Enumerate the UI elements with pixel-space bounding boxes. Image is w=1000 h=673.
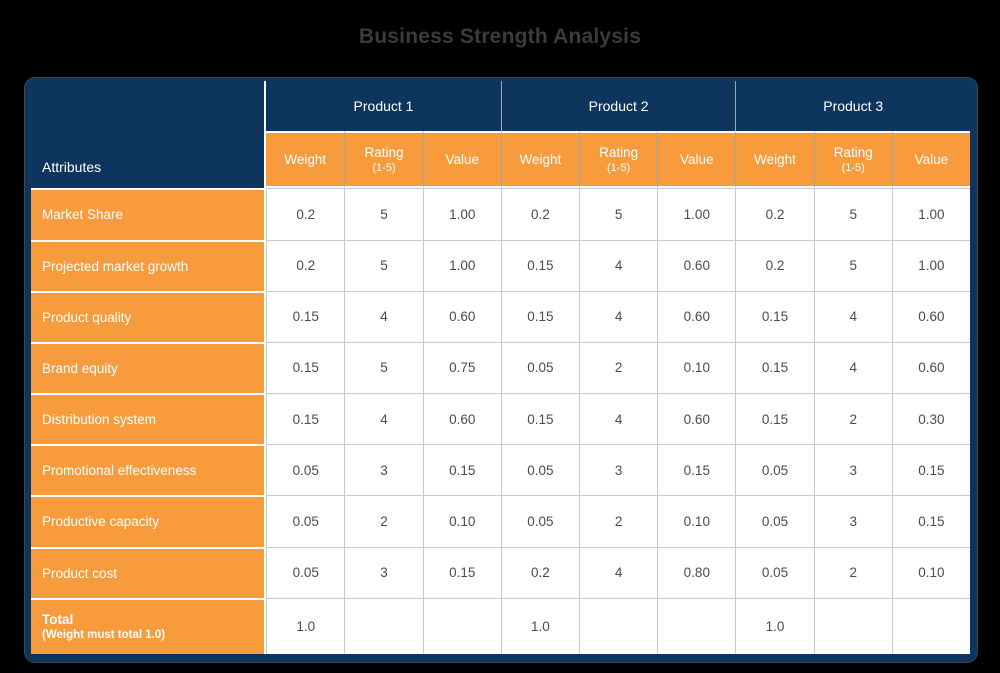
data-cell: 1.00 (892, 240, 970, 291)
data-cell: 0.2 (266, 188, 344, 239)
attribute-label: Product cost (31, 547, 266, 598)
data-cell: 0.60 (657, 291, 735, 342)
data-cell: 0.15 (423, 444, 501, 495)
data-cell: 4 (814, 291, 892, 342)
data-cell: 2 (344, 495, 422, 546)
product-2-header: Product 2 (501, 81, 736, 131)
data-cell: 0.15 (735, 291, 813, 342)
data-cell: 0.15 (892, 495, 970, 546)
data-cell: 0.15 (266, 393, 344, 444)
total-label-cell (31, 598, 266, 654)
data-cell: 0.2 (735, 188, 813, 239)
product-header-row (31, 81, 970, 131)
total-weight-cell: 1.0 (735, 598, 813, 654)
attribute-label: Brand equity (31, 342, 266, 393)
data-cell: 4 (579, 547, 657, 598)
data-cell: 4 (579, 393, 657, 444)
total-weight-cell: 1.0 (266, 598, 344, 654)
data-cell: 1.00 (423, 188, 501, 239)
rating-scale-label: (1-5) (372, 162, 396, 175)
attributes-header: Attributes (31, 81, 266, 188)
data-cell: 0.60 (892, 342, 970, 393)
table-row-distribution-system (31, 393, 970, 444)
data-cell: 0.10 (423, 495, 501, 546)
data-cell: 2 (814, 393, 892, 444)
empty-cell (579, 598, 657, 654)
weight-label: Weight (519, 152, 562, 168)
data-cell: 3 (344, 547, 422, 598)
p2-rating-header (579, 131, 657, 188)
data-cell: 4 (344, 291, 422, 342)
data-cell: 0.60 (892, 291, 970, 342)
business-strength-table (25, 78, 977, 662)
p1-value-header (423, 131, 501, 188)
value-label: Value (445, 152, 479, 168)
data-cell: 0.60 (423, 291, 501, 342)
attribute-label: Promotional effectiveness (31, 444, 266, 495)
empty-cell (423, 598, 501, 654)
rating-scale-label: (1-5) (841, 162, 865, 175)
data-cell: 0.05 (735, 547, 813, 598)
data-cell: 5 (579, 188, 657, 239)
value-label: Value (914, 152, 949, 168)
p3-rating-header (814, 131, 892, 188)
table-row-promotional-effectiveness (31, 444, 970, 495)
data-cell: 0.60 (657, 393, 735, 444)
data-cell: 0.05 (266, 444, 344, 495)
total-note: (Weight must total 1.0) (42, 629, 166, 642)
data-cell: 0.2 (501, 547, 579, 598)
product-3-header: Product 3 (735, 81, 970, 131)
data-cell: 0.15 (501, 393, 579, 444)
data-cell: 0.80 (657, 547, 735, 598)
page-title: Business Strength Analysis (358, 25, 642, 48)
data-cell: 0.15 (423, 547, 501, 598)
data-cell: 0.05 (501, 495, 579, 546)
p2-weight-header (501, 131, 579, 188)
table-row-productive-capacity (31, 495, 970, 546)
data-cell: 0.15 (266, 342, 344, 393)
data-cell: 0.15 (735, 342, 813, 393)
rating-label: Rating (364, 145, 404, 161)
attribute-label: Market Share (31, 188, 266, 239)
data-cell: 2 (814, 547, 892, 598)
weight-label: Weight (754, 152, 796, 168)
empty-cell (344, 598, 422, 654)
analysis-matrix (31, 81, 970, 654)
data-cell: 0.2 (735, 240, 813, 291)
data-cell: 0.30 (892, 393, 970, 444)
table-row-brand-equity (31, 342, 970, 393)
data-cell: 0.75 (423, 342, 501, 393)
data-cell: 1.00 (892, 188, 970, 239)
attribute-label: Product quality (31, 291, 266, 342)
data-cell: 4 (579, 291, 657, 342)
rating-label: Rating (833, 145, 873, 161)
data-cell: 1.00 (423, 240, 501, 291)
empty-cell (814, 598, 892, 654)
data-cell: 2 (579, 342, 657, 393)
data-cell: 0.60 (423, 393, 501, 444)
attribute-label: Projected market growth (31, 240, 266, 291)
data-cell: 3 (814, 495, 892, 546)
total-label: Total (42, 612, 74, 628)
table-row-total (31, 598, 970, 654)
table-row-projected-market-growth (31, 240, 970, 291)
table-row-product-quality (31, 291, 970, 342)
attribute-label: Distribution system (31, 393, 266, 444)
data-cell: 5 (344, 188, 422, 239)
table-row-product-cost (31, 547, 970, 598)
data-cell: 4 (579, 240, 657, 291)
data-cell: 0.15 (266, 291, 344, 342)
weight-label: Weight (284, 152, 327, 168)
data-cell: 4 (814, 342, 892, 393)
table-row-market-share (31, 188, 970, 239)
data-cell: 0.10 (657, 495, 735, 546)
data-cell: 0.10 (657, 342, 735, 393)
data-cell: 0.2 (266, 240, 344, 291)
data-cell: 0.05 (735, 444, 813, 495)
p3-value-header (892, 131, 970, 188)
total-weight-cell: 1.0 (501, 598, 579, 654)
attribute-label: Productive capacity (31, 495, 266, 546)
data-cell: 4 (344, 393, 422, 444)
data-cell: 3 (579, 444, 657, 495)
data-cell: 5 (344, 342, 422, 393)
data-cell: 0.05 (735, 495, 813, 546)
data-cell: 0.15 (892, 444, 970, 495)
p1-weight-header (266, 131, 344, 188)
data-cell: 1.00 (657, 188, 735, 239)
data-cell: 0.15 (657, 444, 735, 495)
data-cell: 5 (814, 240, 892, 291)
data-cell: 0.05 (266, 547, 344, 598)
data-cell: 0.15 (501, 240, 579, 291)
rating-label: Rating (599, 145, 639, 161)
data-cell: 2 (579, 495, 657, 546)
p2-value-header (657, 131, 735, 188)
data-cell: 0.05 (266, 495, 344, 546)
data-cell: 0.05 (501, 342, 579, 393)
p3-weight-header (735, 131, 813, 188)
data-cell: 5 (344, 240, 422, 291)
empty-cell (892, 598, 970, 654)
data-cell: 0.10 (892, 547, 970, 598)
data-cell: 0.15 (501, 291, 579, 342)
data-cell: 5 (814, 188, 892, 239)
rating-scale-label: (1-5) (607, 162, 631, 175)
data-cell: 3 (814, 444, 892, 495)
data-cell: 0.60 (657, 240, 735, 291)
data-cell: 0.05 (501, 444, 579, 495)
data-cell: 0.15 (735, 393, 813, 444)
empty-cell (657, 598, 735, 654)
data-cell: 3 (344, 444, 422, 495)
data-cell: 0.2 (501, 188, 579, 239)
value-label: Value (680, 152, 714, 168)
p1-rating-header (344, 131, 422, 188)
product-1-header: Product 1 (266, 81, 501, 131)
